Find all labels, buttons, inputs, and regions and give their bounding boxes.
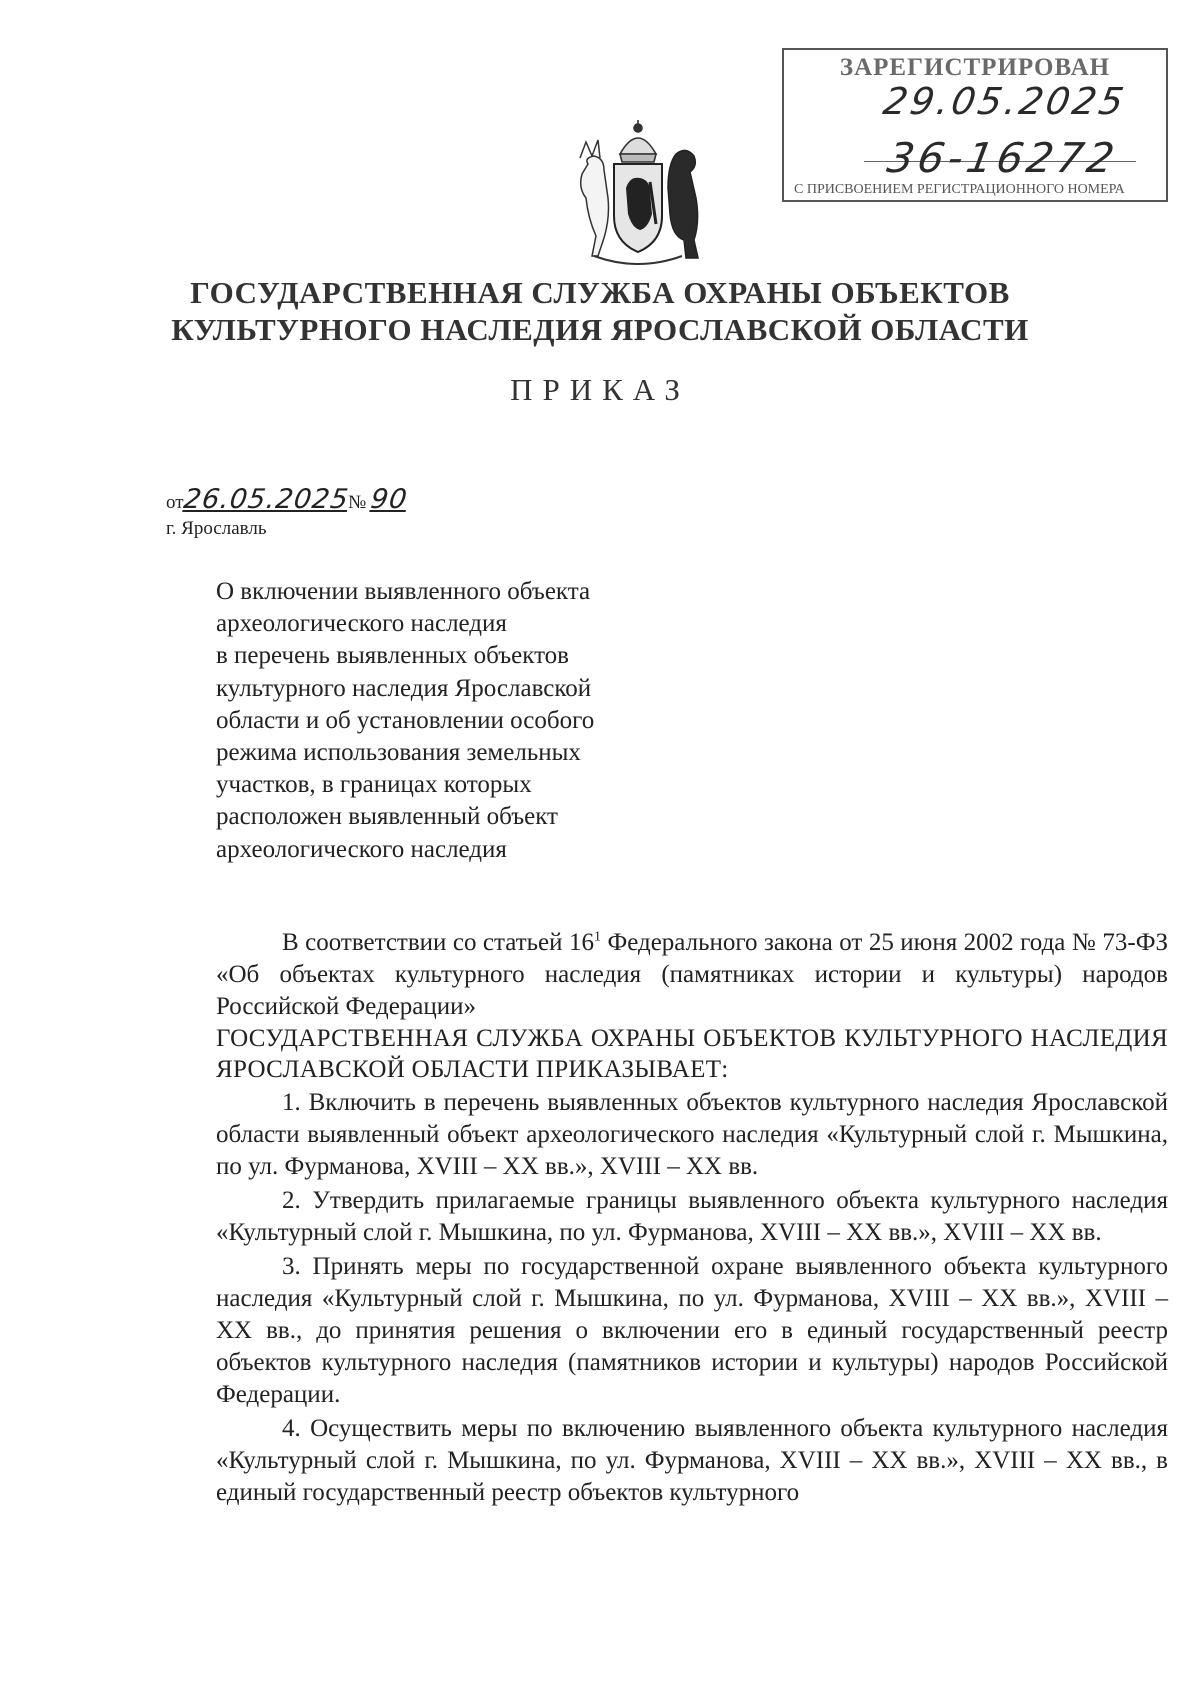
city: г. Ярославль: [166, 518, 267, 539]
organization-title: [0, 274, 1200, 348]
stamp-number: 36-16272: [883, 134, 1122, 182]
organization-title-line1: ГОСУДАРСТВЕННАЯ СЛУЖБА ОХРАНЫ ОБЪЕКТОВ: [190, 275, 1010, 310]
subject-line: режима использования земельных: [216, 739, 581, 767]
order-item-1: 1. Включить в перечень выявленных объектов культурного наследия Ярославской области выявленный объект археологического наследия «Культурный слой г. Мышкина, по ул. Фурманова, XVIII – XX вв.», XVIII – XX вв.: [216, 1089, 1168, 1180]
preamble-superscript: 1: [593, 929, 601, 945]
stamp-title: ЗАРЕГИСТРИРОВАН: [839, 54, 1111, 81]
order-subject: [216, 576, 676, 866]
subject-line: области и об установлении особого: [216, 706, 595, 734]
subject-line: археологического наследия: [216, 610, 507, 638]
resolution-heading: ГОСУДАРСТВЕННАЯ СЛУЖБА ОХРАНЫ ОБЪЕКТОВ КУЛЬТУРНОГО НАСЛЕДИЯ ЯРОСЛАВСКОЙ ОБЛАСТИ ПРИКАЗЫВАЕТ:: [216, 1025, 1168, 1083]
document-type-title: ПРИКАЗ: [510, 372, 690, 407]
subject-line: расположен выявленный объект: [216, 803, 558, 831]
preamble-text-b: Федерального закона от 25 июня 2002 года № 73-ФЗ «Об объектах культурного наследия (памятниках истории и культуры) народов Российской Федерации»: [216, 929, 1168, 1020]
from-label: от: [166, 492, 184, 513]
order-item-3: 3. Принять меры по государственной охране выявленного объекта культурного наследия «Культурный слой г. Мышкина, по ул. Фурманова, XVIII – XX вв.», XVIII – XX вв., до принятия решения о включении его в единый государственный реестр объектов культурного наследия (памятников истории и культуры) народов Российской Федерации.: [216, 1253, 1168, 1408]
order-body: [216, 927, 1168, 1509]
preamble-text-a: В соответствии со статьей 16: [282, 929, 594, 956]
order-date-number: [166, 484, 410, 515]
subject-line: участков, в границах которых: [216, 771, 532, 799]
order-date: 26.05.2025: [181, 484, 351, 515]
preamble: [216, 927, 1168, 1023]
number-label: №: [348, 492, 367, 513]
subject-line: О включении выявленного объекта: [216, 578, 591, 605]
order-item-4: 4. Осуществить меры по включению выявленного объекта культурного наследия «Культурный слой г. Мышкина, по ул. Фурманова, XVIII – XX вв.», XVIII – XX вв., в единый государственный реестр объектов культурного: [216, 1415, 1168, 1506]
order-number: 90: [368, 484, 410, 515]
subject-line: в перечень выявленных объектов: [216, 642, 569, 670]
stamp-date: 29.05.2025: [880, 80, 1130, 123]
organization-title-line2: КУЛЬТУРНОГО НАСЛЕДИЯ ЯРОСЛАВСКОЙ ОБЛАСТИ: [171, 312, 1029, 347]
subject-line: культурного наследия Ярославской: [216, 674, 592, 702]
order-item-2: 2. Утвердить прилагаемые границы выявленного объекта культурного наследия «Культурный слой г. Мышкина, по ул. Фурманова, XVIII – XX вв.», XVIII – XX вв.: [216, 1187, 1168, 1246]
subject-line: археологического наследия: [216, 835, 507, 863]
stamp-subtitle: С ПРИСВОЕНИЕМ РЕГИСТРАЦИОННОГО НОМЕРА: [794, 182, 1125, 197]
coat-of-arms-icon: [564, 118, 712, 270]
